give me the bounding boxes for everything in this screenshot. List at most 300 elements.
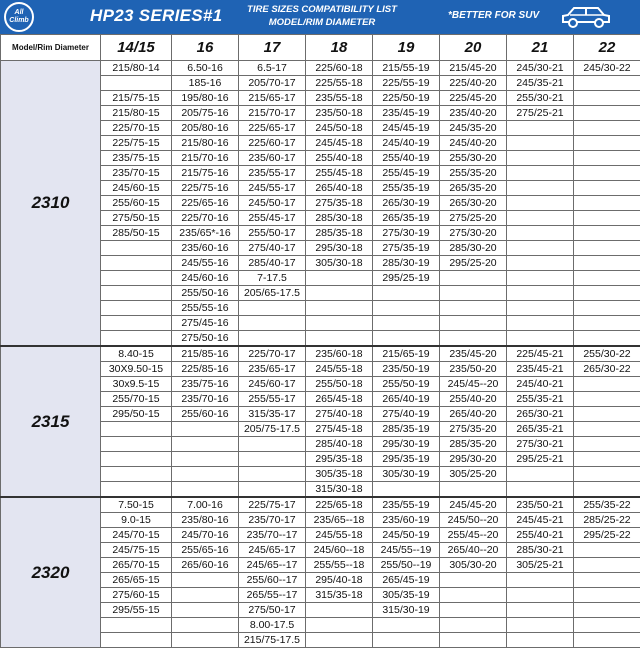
- tire-size-cell: 245/45-21: [507, 513, 574, 528]
- tire-size-cell: 255/45-18: [306, 166, 373, 181]
- tire-size-cell: 245/40-20: [440, 136, 507, 151]
- tire-size-cell: 205/80-16: [172, 121, 239, 136]
- tire-size-cell: 265/40-18: [306, 181, 373, 196]
- tire-size-cell: [239, 482, 306, 498]
- tire-size-cell: 265/30-21: [507, 407, 574, 422]
- column-header-model-rim: Model/Rim Diameter: [1, 35, 101, 61]
- tire-size-cell: [440, 331, 507, 347]
- tire-size-cell: 245/70-15: [101, 528, 172, 543]
- tire-size-cell: 245/45-18: [306, 136, 373, 151]
- tire-size-cell: 245/35-20: [440, 121, 507, 136]
- tire-size-cell: 255/40-18: [306, 151, 373, 166]
- column-header-rim: 19: [373, 35, 440, 61]
- tire-size-cell: [507, 301, 574, 316]
- tire-size-cell: 305/25-20: [440, 467, 507, 482]
- header-row: [1, 35, 640, 61]
- tire-size-cell: [574, 543, 640, 558]
- tire-size-cell: 225/50-19: [373, 91, 440, 106]
- tire-size-cell: 225/40-20: [440, 76, 507, 91]
- tire-size-cell: 255/45-19: [373, 166, 440, 181]
- tire-size-cell: 305/35-18: [306, 467, 373, 482]
- tire-size-cell: [101, 316, 172, 331]
- tire-size-cell: [373, 331, 440, 347]
- tire-size-cell: 255/30-22: [574, 346, 640, 362]
- tire-size-cell: 225/55-19: [373, 76, 440, 91]
- tire-size-cell: 225/85-16: [172, 362, 239, 377]
- tire-size-cell: 255/50--19: [373, 558, 440, 573]
- tire-size-cell: 225/65-17: [239, 121, 306, 136]
- tire-size-cell: [239, 331, 306, 347]
- tire-size-cell: [507, 573, 574, 588]
- tire-size-cell: 275/50-15: [101, 211, 172, 226]
- tire-size-cell: [574, 407, 640, 422]
- tire-size-cell: [101, 452, 172, 467]
- series-title: HP23 SERIES#1: [90, 6, 222, 26]
- tire-size-cell: 285/30-21: [507, 543, 574, 558]
- tire-size-cell: [574, 377, 640, 392]
- tire-size-cell: 245/60--18: [306, 543, 373, 558]
- tire-size-cell: 255/55-16: [172, 301, 239, 316]
- tire-size-cell: [574, 166, 640, 181]
- tire-size-cell: [101, 256, 172, 271]
- tire-size-cell: 225/70-17: [239, 346, 306, 362]
- tire-size-cell: [440, 573, 507, 588]
- tire-size-cell: [574, 392, 640, 407]
- tire-size-cell: 6.50-16: [172, 61, 239, 76]
- tire-size-cell: 225/45-21: [507, 346, 574, 362]
- tire-size-cell: [574, 301, 640, 316]
- tire-size-cell: 305/30-18: [306, 256, 373, 271]
- tire-size-cell: 315/35-18: [306, 588, 373, 603]
- tire-size-cell: 205/70-17: [239, 76, 306, 91]
- tire-size-cell: 295/25-21: [507, 452, 574, 467]
- tire-size-cell: 295/40-18: [306, 573, 373, 588]
- tire-size-cell: [574, 271, 640, 286]
- tire-size-cell: [574, 437, 640, 452]
- tire-size-cell: [507, 618, 574, 633]
- tire-size-cell: [574, 241, 640, 256]
- tire-size-cell: 265/40-20: [440, 407, 507, 422]
- tire-size-cell: [101, 633, 172, 648]
- tire-size-cell: [440, 633, 507, 648]
- tire-size-cell: [172, 618, 239, 633]
- tire-size-cell: 275/45-16: [172, 316, 239, 331]
- tire-size-cell: 235/70-15: [101, 166, 172, 181]
- tire-size-cell: 235/70--17: [239, 528, 306, 543]
- tire-size-cell: [440, 482, 507, 498]
- column-header-rim: 22: [574, 35, 640, 61]
- tire-size-cell: 215/75-15: [101, 91, 172, 106]
- tire-size-cell: 305/25-21: [507, 558, 574, 573]
- table-row: [1, 346, 640, 362]
- tire-size-cell: 7.00-16: [172, 497, 239, 513]
- tire-size-cell: 255/35-21: [507, 392, 574, 407]
- tire-size-cell: 6.5-17: [239, 61, 306, 76]
- tire-size-cell: [172, 437, 239, 452]
- tire-size-cell: 235/75-15: [101, 151, 172, 166]
- tire-size-cell: 205/75-16: [172, 106, 239, 121]
- tire-size-cell: 225/60-17: [239, 136, 306, 151]
- tire-size-cell: 275/45-18: [306, 422, 373, 437]
- tire-size-cell: 255/40-20: [440, 392, 507, 407]
- tire-size-cell: 235/50-19: [373, 362, 440, 377]
- tire-size-cell: 215/70-16: [172, 151, 239, 166]
- tire-size-cell: 235/50-20: [440, 362, 507, 377]
- tire-size-cell: [507, 136, 574, 151]
- tire-size-cell: 245/55-16: [172, 256, 239, 271]
- tire-size-cell: 255/70-15: [101, 392, 172, 407]
- tire-size-cell: 245/50-18: [306, 121, 373, 136]
- tire-size-cell: 255/65-16: [172, 543, 239, 558]
- tire-size-cell: [440, 301, 507, 316]
- tire-size-cell: 255/45--20: [440, 528, 507, 543]
- tire-size-cell: [507, 467, 574, 482]
- tire-size-cell: 225/55-18: [306, 76, 373, 91]
- suv-note: *BETTER FOR SUV: [448, 10, 539, 21]
- tire-size-cell: [574, 633, 640, 648]
- tire-size-cell: [574, 196, 640, 211]
- tire-size-cell: 275/25-20: [440, 211, 507, 226]
- tire-size-cell: [306, 603, 373, 618]
- tire-size-cell: 265/35-20: [440, 181, 507, 196]
- column-header-rim: 14/15: [101, 35, 172, 61]
- tire-size-cell: 275/60-15: [101, 588, 172, 603]
- tire-size-cell: 235/45-20: [440, 346, 507, 362]
- tire-size-cell: [574, 211, 640, 226]
- tire-size-cell: [373, 482, 440, 498]
- tire-size-cell: 215/45-20: [440, 61, 507, 76]
- tire-size-cell: 275/30-19: [373, 226, 440, 241]
- tire-size-cell: [101, 271, 172, 286]
- tire-size-cell: 315/30-19: [373, 603, 440, 618]
- tire-size-cell: 215/80-15: [101, 106, 172, 121]
- tire-size-cell: [574, 573, 640, 588]
- tire-size-cell: 245/35-21: [507, 76, 574, 91]
- tire-size-cell: 185-16: [172, 76, 239, 91]
- tire-size-cell: 7.50-15: [101, 497, 172, 513]
- tire-size-cell: 295/55-15: [101, 603, 172, 618]
- tire-size-cell: [507, 121, 574, 136]
- tire-size-cell: 315/35-17: [239, 407, 306, 422]
- tire-size-cell: 225/60-18: [306, 61, 373, 76]
- tire-size-cell: [172, 588, 239, 603]
- tire-size-cell: [239, 316, 306, 331]
- tire-size-cell: 265/30-19: [373, 196, 440, 211]
- column-header-rim: 21: [507, 35, 574, 61]
- tire-size-cell: 265/70-15: [101, 558, 172, 573]
- tire-size-cell: [574, 467, 640, 482]
- tire-size-cell: 235/80-16: [172, 513, 239, 528]
- tire-size-cell: 235/45-19: [373, 106, 440, 121]
- tire-size-cell: 305/30-20: [440, 558, 507, 573]
- tire-size-cell: 235/55-19: [373, 497, 440, 513]
- tire-size-cell: 275/25-21: [507, 106, 574, 121]
- tire-size-cell: 265/55--17: [239, 588, 306, 603]
- tire-size-cell: 285/35-18: [306, 226, 373, 241]
- model-cell: 2320: [1, 497, 101, 648]
- tire-size-cell: [574, 151, 640, 166]
- tire-size-cell: 215/85-16: [172, 346, 239, 362]
- tire-size-cell: [574, 331, 640, 347]
- compatibility-line-2: MODEL/RIM DIAMETER: [232, 16, 412, 29]
- tire-size-cell: 235/50-18: [306, 106, 373, 121]
- tire-size-cell: [306, 271, 373, 286]
- tire-size-cell: [239, 467, 306, 482]
- tire-size-cell: 255/30-20: [440, 151, 507, 166]
- tire-size-cell: 255/60--17: [239, 573, 306, 588]
- tire-size-cell: 285/25-22: [574, 513, 640, 528]
- tire-size-cell: 245/55-18: [306, 528, 373, 543]
- tire-size-cell: 275/50-16: [172, 331, 239, 347]
- tire-size-cell: [574, 558, 640, 573]
- tire-size-cell: [574, 226, 640, 241]
- tire-size-cell: 255/35-19: [373, 181, 440, 196]
- tire-size-cell: 235/70-16: [172, 392, 239, 407]
- tire-size-cell: 255/60-15: [101, 196, 172, 211]
- tire-size-cell: 275/40-17: [239, 241, 306, 256]
- tire-size-cell: [306, 331, 373, 347]
- tire-size-cell: [574, 256, 640, 271]
- tire-size-cell: 265/45-18: [306, 392, 373, 407]
- tire-size-cell: 255/35-22: [574, 497, 640, 513]
- compatibility-line-1: TIRE SIZES COMPATIBILITY LIST: [232, 3, 412, 16]
- tire-size-cell: 205/75-17.5: [239, 422, 306, 437]
- tire-size-cell: 225/45-20: [440, 91, 507, 106]
- tire-size-cell: 235/65-17: [239, 362, 306, 377]
- tire-size-cell: [172, 422, 239, 437]
- tire-size-cell: [574, 121, 640, 136]
- tire-size-cell: 215/65-17: [239, 91, 306, 106]
- tire-size-cell: [507, 603, 574, 618]
- tire-size-cell: 235/60-19: [373, 513, 440, 528]
- tire-size-cell: 245/65-17: [239, 543, 306, 558]
- tire-size-cell: 285/40-17: [239, 256, 306, 271]
- tire-size-cell: 295/25-22: [574, 528, 640, 543]
- model-cell: 2315: [1, 346, 101, 497]
- tire-size-cell: [507, 241, 574, 256]
- tire-size-cell: 235/70-17: [239, 513, 306, 528]
- tire-size-cell: 255/35-20: [440, 166, 507, 181]
- tire-size-cell: 265/30-22: [574, 362, 640, 377]
- tire-size-cell: [440, 271, 507, 286]
- tire-size-cell: [507, 181, 574, 196]
- tire-size-cell: 245/45-20: [440, 497, 507, 513]
- tire-size-cell: 275/40-18: [306, 407, 373, 422]
- tire-size-cell: 275/50-17: [239, 603, 306, 618]
- tire-size-cell: [306, 301, 373, 316]
- tire-size-cell: [172, 452, 239, 467]
- tire-size-cell: 205/65-17.5: [239, 286, 306, 301]
- tire-size-cell: 265/35-19: [373, 211, 440, 226]
- tire-size-cell: [172, 573, 239, 588]
- tire-size-cell: 245/50--20: [440, 513, 507, 528]
- tire-size-cell: 285/30-19: [373, 256, 440, 271]
- tire-size-cell: 255/55-17: [239, 392, 306, 407]
- tire-size-cell: 245/60-17: [239, 377, 306, 392]
- tire-size-cell: 305/30-19: [373, 467, 440, 482]
- tire-size-cell: 235/55-17: [239, 166, 306, 181]
- tire-size-cell: 215/75-16: [172, 166, 239, 181]
- tire-size-cell: [507, 331, 574, 347]
- tire-size-cell: [507, 166, 574, 181]
- tire-size-cell: [574, 452, 640, 467]
- tire-size-cell: [574, 618, 640, 633]
- tire-size-cell: 295/30-20: [440, 452, 507, 467]
- tire-size-cell: [101, 422, 172, 437]
- tire-size-cell: [306, 286, 373, 301]
- column-header-rim: 17: [239, 35, 306, 61]
- tire-size-cell: 8.00-17.5: [239, 618, 306, 633]
- tire-size-cell: 9.0-15: [101, 513, 172, 528]
- tire-size-cell: [507, 271, 574, 286]
- tire-size-cell: 255/45-17: [239, 211, 306, 226]
- tire-size-cell: 30X9.50-15: [101, 362, 172, 377]
- tire-size-cell: 245/40-21: [507, 377, 574, 392]
- tire-size-cell: [574, 286, 640, 301]
- tire-size-cell: [306, 316, 373, 331]
- tire-size-cell: 255/40-21: [507, 528, 574, 543]
- tire-size-cell: 225/75-15: [101, 136, 172, 151]
- tire-size-cell: [507, 196, 574, 211]
- tire-size-cell: [373, 316, 440, 331]
- tire-size-cell: 255/50-18: [306, 377, 373, 392]
- tire-size-cell: [101, 482, 172, 498]
- tire-size-cell: 275/35-18: [306, 196, 373, 211]
- tire-size-cell: 8.40-15: [101, 346, 172, 362]
- tire-size-cell: [101, 437, 172, 452]
- column-header-rim: 18: [306, 35, 373, 61]
- tire-size-cell: 265/65-15: [101, 573, 172, 588]
- tire-size-cell: 215/65-19: [373, 346, 440, 362]
- tire-size-cell: 255/50-16: [172, 286, 239, 301]
- tire-size-cell: [239, 452, 306, 467]
- column-header-rim: 16: [172, 35, 239, 61]
- tire-size-cell: 265/45-19: [373, 573, 440, 588]
- tire-size-cell: 225/65-16: [172, 196, 239, 211]
- tire-size-cell: 225/75-16: [172, 181, 239, 196]
- tire-size-cell: 265/60-16: [172, 558, 239, 573]
- tire-size-cell: 275/35-19: [373, 241, 440, 256]
- tire-size-cell: 245/55-18: [306, 362, 373, 377]
- tire-size-cell: [574, 181, 640, 196]
- tire-size-cell: 245/65--17: [239, 558, 306, 573]
- tire-size-cell: [574, 603, 640, 618]
- tire-size-cell: [440, 618, 507, 633]
- tire-size-cell: 285/35-20: [440, 437, 507, 452]
- tire-size-cell: [306, 618, 373, 633]
- tire-size-cell: [440, 316, 507, 331]
- tire-size-cell: [373, 286, 440, 301]
- tire-size-cell: 225/70-15: [101, 121, 172, 136]
- tire-size-cell: [574, 91, 640, 106]
- tire-size-cell: [507, 286, 574, 301]
- tire-size-cell: [574, 422, 640, 437]
- tire-size-cell: 295/35-18: [306, 452, 373, 467]
- tire-size-cell: 285/40-18: [306, 437, 373, 452]
- tire-size-cell: 245/40-19: [373, 136, 440, 151]
- tire-size-cell: [239, 437, 306, 452]
- tire-size-cell: [101, 301, 172, 316]
- tire-size-cell: [373, 633, 440, 648]
- tire-size-cell: 245/60-16: [172, 271, 239, 286]
- tire-size-cell: 235/65--18: [306, 513, 373, 528]
- tire-size-cell: 215/70-17: [239, 106, 306, 121]
- tire-size-cell: 265/35-21: [507, 422, 574, 437]
- tire-size-cell: 275/35-20: [440, 422, 507, 437]
- tire-size-cell: [507, 316, 574, 331]
- tire-size-cell: 295/30-18: [306, 241, 373, 256]
- tire-size-cell: 295/30-19: [373, 437, 440, 452]
- compatibility-title: [232, 3, 412, 29]
- tire-size-cell: 245/45--20: [440, 377, 507, 392]
- tire-size-cell: [507, 211, 574, 226]
- tire-size-cell: [101, 241, 172, 256]
- tire-size-cell: [101, 286, 172, 301]
- tire-size-cell: 195/80-16: [172, 91, 239, 106]
- tire-size-cell: 7-17.5: [239, 271, 306, 286]
- table-row: [1, 61, 640, 76]
- tire-size-cell: [507, 151, 574, 166]
- tire-size-cell: 245/50-19: [373, 528, 440, 543]
- tire-size-cell: [306, 633, 373, 648]
- tire-size-cell: 215/80-16: [172, 136, 239, 151]
- tire-size-cell: [440, 286, 507, 301]
- tire-size-cell: 245/60-15: [101, 181, 172, 196]
- tire-size-cell: 265/40--20: [440, 543, 507, 558]
- tire-size-cell: 235/55-18: [306, 91, 373, 106]
- tire-size-cell: 285/50-15: [101, 226, 172, 241]
- tire-size-cell: 235/65*-16: [172, 226, 239, 241]
- tire-size-cell: [101, 76, 172, 91]
- tire-size-cell: [172, 633, 239, 648]
- tire-size-cell: 275/40-19: [373, 407, 440, 422]
- tire-size-cell: 215/80-14: [101, 61, 172, 76]
- tire-size-cell: 265/30-20: [440, 196, 507, 211]
- tire-size-cell: [172, 467, 239, 482]
- tire-size-cell: 215/75-17.5: [239, 633, 306, 648]
- logo-text: All Climb: [6, 9, 32, 25]
- tire-size-cell: 245/30-22: [574, 61, 640, 76]
- tire-size-cell: 235/60-16: [172, 241, 239, 256]
- tire-size-cell: [373, 301, 440, 316]
- tire-size-cell: [507, 226, 574, 241]
- tire-size-cell: 285/30-20: [440, 241, 507, 256]
- tire-size-cell: 30x9.5-15: [101, 377, 172, 392]
- tire-size-cell: 265/40-19: [373, 392, 440, 407]
- tire-size-cell: 295/25-20: [440, 256, 507, 271]
- header-banner: [0, 0, 640, 34]
- tire-size-cell: [172, 603, 239, 618]
- tire-size-cell: [574, 482, 640, 498]
- tire-size-cell: 295/50-15: [101, 407, 172, 422]
- tire-size-cell: 225/70-16: [172, 211, 239, 226]
- tire-size-cell: 305/35-19: [373, 588, 440, 603]
- tire-size-cell: 275/30-21: [507, 437, 574, 452]
- tire-size-cell: 245/50-17: [239, 196, 306, 211]
- tire-size-cell: 255/50-19: [373, 377, 440, 392]
- tire-size-cell: 295/25-19: [373, 271, 440, 286]
- tire-size-cell: [507, 633, 574, 648]
- tire-size-cell: 235/60-17: [239, 151, 306, 166]
- tire-size-cell: 255/30-21: [507, 91, 574, 106]
- tire-size-cell: 235/45-21: [507, 362, 574, 377]
- table-row: [1, 497, 640, 513]
- tire-size-cell: 245/30-21: [507, 61, 574, 76]
- tire-size-cell: 255/60-16: [172, 407, 239, 422]
- tire-size-cell: 255/55--18: [306, 558, 373, 573]
- brand-logo: [4, 2, 34, 32]
- tire-size-cell: [574, 106, 640, 121]
